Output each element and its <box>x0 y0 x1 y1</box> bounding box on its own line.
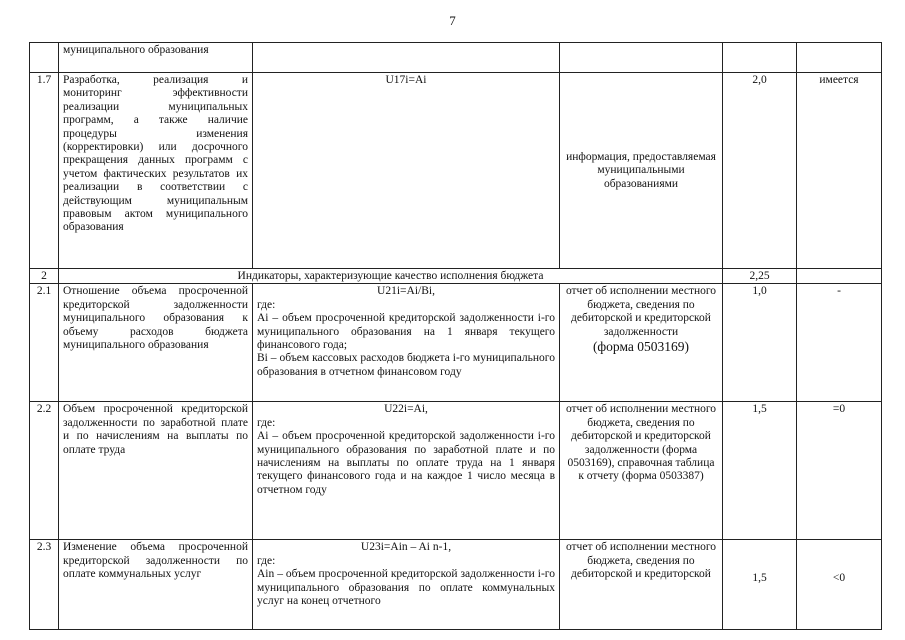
indicator-name-cell: Изменение объема просроченной кредиторской задолженности по оплате коммунальных услуг <box>59 540 253 630</box>
source-cell <box>560 43 723 73</box>
formula-where: где: <box>257 416 276 429</box>
status-cell: - <box>797 284 882 402</box>
source-text: отчет об исполнении местного бюджета, сведения по дебиторской и кредиторской задолженности <box>565 285 717 338</box>
indicator-name-cell: Разработка, реализация и мониторинг эффективности реализации муниципальных программ, а также наличие процедуры изменения (корректировки) или досрочного прекращения данных программ с учетом фактических результатов их реализации в соответствии с действующим муниципальным правовым актом муниципального образования <box>59 73 253 269</box>
value-cell <box>723 43 797 73</box>
source-cell: информация, предоставляемая муниципальными образованиями <box>560 73 723 269</box>
formula-where: где: <box>257 554 276 567</box>
formula-definition: Ain – объем просроченной кредиторской задолженности i-го муниципального образования по оплате коммунальных услуг на конец отчетного <box>257 568 555 608</box>
row-number-cell: 2.2 <box>30 402 59 540</box>
formula-cell <box>253 402 560 540</box>
value-cell: 1,0 <box>723 284 797 402</box>
page-number: 7 <box>449 13 456 28</box>
table-row <box>30 284 882 402</box>
source-form: (форма 0503169) <box>592 339 690 355</box>
status-cell: <0 <box>797 540 882 630</box>
formula-cell <box>253 540 560 630</box>
status-cell <box>797 269 882 284</box>
formula-where: где: <box>257 298 276 311</box>
formula-title: U21i=Ai/Bi, <box>377 285 435 298</box>
formula-cell <box>253 284 560 402</box>
table-row <box>30 73 882 269</box>
source-cell: отчет об исполнении местного бюджета, сведения по дебиторской и кредиторской <box>560 540 723 630</box>
value-cell: 2,0 <box>723 73 797 269</box>
status-cell: =0 <box>797 402 882 540</box>
table-row <box>30 540 882 630</box>
row-number-cell <box>30 43 59 73</box>
formula-definition: Ai – объем просроченной кредиторской задолженности i-го муниципального образования по заработной плате и по начислениям на выплаты по оплате труда на 1 января текущего финансового года и на каждое 1 число месяца в отчетном году <box>257 430 555 496</box>
value-cell: 1,5 <box>723 540 797 630</box>
formula-cell <box>253 73 560 269</box>
formula-cell <box>253 43 560 73</box>
indicator-name-cell: муниципального образования <box>59 43 253 73</box>
row-number-cell: 2.1 <box>30 284 59 402</box>
status-cell: имеется <box>797 73 882 269</box>
formula-title: U17i=Ai <box>385 74 427 86</box>
section-row <box>30 269 882 284</box>
table-row <box>30 43 882 73</box>
value-cell: 1,5 <box>723 402 797 540</box>
indicator-name-cell: Объем просроченной кредиторской задолженности по заработной плате и по начислениям на выплаты по оплате труда <box>59 402 253 540</box>
row-number-cell: 1.7 <box>30 73 59 269</box>
formula-title: U22i=Ai, <box>384 403 428 416</box>
source-cell: отчет об исполнении местного бюджета, сведения по дебиторской и кредиторской задолженности (форма 0503169), справочная таблица к отчету (форма 0503387) <box>560 402 723 540</box>
section-title-cell: Индикаторы, характеризующие качество исполнения бюджета <box>59 269 723 284</box>
formula-title: U23i=Ain – Ai n-1, <box>360 541 452 554</box>
indicator-name-cell: Отношение объема просроченной кредиторской задолженности муниципального образования к объему расходов бюджета муниципального образования <box>59 284 253 402</box>
formula-definition: Bi – объем кассовых расходов бюджета i-го муниципального образования в отчетном финансовом году <box>257 352 555 378</box>
table-row <box>30 402 882 540</box>
status-cell <box>797 43 882 73</box>
formula-definition: Ai – объем просроченной кредиторской задолженности i-го муниципального образования на 1 января текущего финансового года; <box>257 312 555 352</box>
row-number-cell: 2.3 <box>30 540 59 630</box>
value-cell: 2,25 <box>723 269 797 284</box>
row-number-cell: 2 <box>30 269 59 284</box>
indicators-table <box>29 42 882 630</box>
source-cell <box>560 284 723 402</box>
